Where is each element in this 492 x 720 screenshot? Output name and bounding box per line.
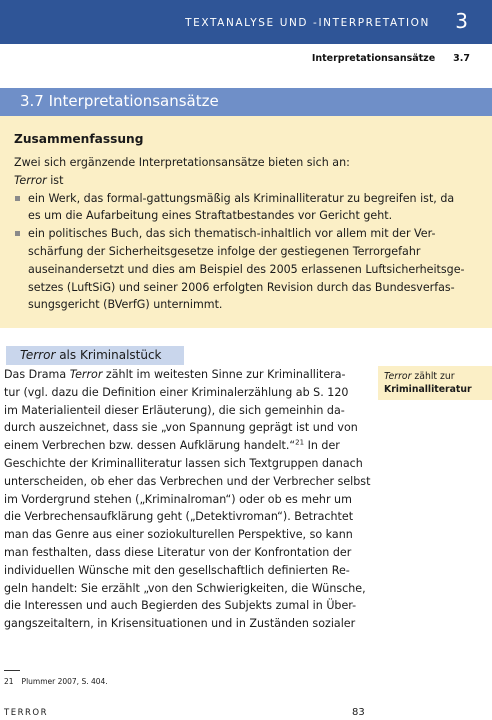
summary-bullet-line: ein Werk, das formal-gattungsmäßig als Kriminalliteratur zu begreifen ist, da (28, 191, 455, 205)
summary-bullet-line: ein politisches Buch, das sich thematisch-inhaltlich vor allem mit der Ver- (28, 227, 436, 241)
margin-note (378, 366, 492, 400)
body-line (4, 437, 366, 455)
chapter-title: TEXTANALYSE UND -INTERPRETATION (185, 17, 430, 29)
summary-title: Zusammenfassung (14, 132, 144, 146)
margin-note-text (384, 370, 472, 396)
summary-bullet-line: schärfung der Sicherheitsgesetze infolge der gestiegenen Terrorgefahr (28, 244, 421, 258)
running-section-number: 3.7 (453, 53, 470, 64)
body-paragraph (4, 366, 371, 633)
body-line: tur (vgl. dazu die Definition einer Kriminalerzählung ab S. 120 (4, 385, 349, 399)
footnote-reference[interactable]: 21 (295, 438, 305, 447)
body-italic-title: Terror (69, 368, 103, 381)
footnote (4, 677, 108, 686)
square-bullet-icon (15, 231, 20, 236)
subsection-heading-rest: als Kriminalstück (55, 348, 162, 362)
body-line: geln handelt: Sie erzählt „von den Schwierigkeiten, die Wünsche, (4, 581, 366, 595)
body-line: unterscheiden, ob eher das Verbrechen und der Verbrecher selbst (4, 474, 371, 488)
summary-bullet-line: setzes (LuftSiG) und seiner 2006 erfolgten Revision durch das Bundesverfas- (28, 280, 455, 294)
body-line: die Interessen und auch Begierden des Subjekts zumal in Über- (4, 599, 357, 613)
footnote-number: 21 (4, 677, 14, 686)
body-text-run: In der (304, 439, 340, 453)
body-line: man das Genre aus einer soziokulturellen Perspektive, so kann (4, 528, 353, 542)
footnote-divider (4, 670, 20, 671)
body-text-run: zählt im weitesten Sinne zur Kriminallitera- (102, 368, 346, 381)
summary-terror-word: Terror (14, 173, 47, 187)
summary-subject (14, 172, 476, 190)
body-line: man festhalten, dass diese Literatur von der Konfrontation der (4, 545, 352, 559)
body-line (4, 366, 366, 384)
margin-note-rest: zählt zur (411, 371, 455, 382)
subsection-heading-italic: Terror (20, 348, 56, 362)
summary-bullet-line: sungsgericht (BVerfG) unternimmt. (28, 298, 223, 312)
footer-book-title: TERROR (4, 708, 48, 718)
margin-note-italic: Terror (384, 371, 412, 382)
chapter-number: 3 (455, 9, 468, 33)
summary-box (0, 116, 492, 328)
summary-bullet-item (14, 225, 476, 314)
body-line: im Materialienteil dieser Erläuterung), die sich gemeinhin da- (4, 403, 345, 417)
footnote-text: Plummer 2007, S. 404. (21, 677, 108, 686)
summary-bullet-line: es um die Aufarbeitung eines Straftatbestandes vor Gericht geht. (28, 209, 393, 223)
chapter-header-band (0, 0, 492, 44)
body-text-run: Das Drama (4, 368, 70, 381)
summary-bullet-line: auseinandersetzt und dies am Beispiel des 2005 erlassenen Luftsicherheitsge- (28, 262, 465, 276)
body-line: individuellen Wünsche mit den gesellschaftlich definierten Re- (4, 563, 350, 577)
section-heading-band (0, 88, 492, 116)
body-line: die Verbrechensaufklärung geht („Detektivroman“). Betrachtet (4, 510, 354, 524)
subsection-heading (20, 348, 162, 362)
body-line: im Vordergrund stehen („Kriminalroman“) oder ob es mehr um (4, 492, 352, 506)
body-line: gangszeitaltern, in Krisensituationen und in Zuständen sozialer (4, 617, 356, 631)
summary-list (14, 190, 476, 315)
body-text-run: einem Verbrechen bzw. dessen Aufklärung handelt.“ (4, 439, 296, 453)
running-header (312, 53, 470, 64)
summary-intro: Zwei sich ergänzende Interpretationsansätze bieten sich an: (14, 156, 350, 169)
body-line: durch auszeichnet, dass sie „von Spannung geprägt ist und von (4, 421, 358, 435)
section-heading: 3.7 Interpretationsansätze (20, 92, 219, 110)
summary-ist-word: ist (46, 173, 64, 187)
summary-bullet-item (14, 190, 476, 226)
square-bullet-icon (15, 196, 20, 201)
subsection-heading-band (6, 346, 184, 365)
body-line: Geschichte der Kriminalliteratur lassen sich Textgruppen danach (4, 456, 363, 470)
margin-note-keyword: Kriminalliteratur (384, 384, 472, 395)
running-title: Interpretationsansätze (311, 53, 436, 64)
page-number: 83 (352, 707, 365, 718)
